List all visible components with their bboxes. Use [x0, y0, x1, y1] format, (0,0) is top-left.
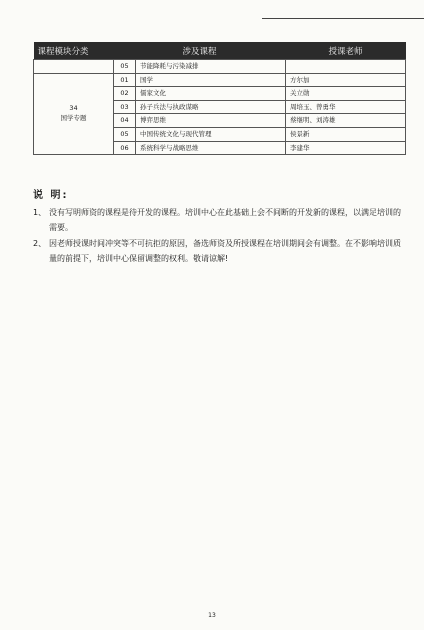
- module-cell-empty: [34, 60, 114, 74]
- course-name: 国学: [136, 73, 286, 87]
- note-text: 没有写明师资的课程是待开发的课程。培训中心在此基础上会不间断的开发新的课程，以满足培训的需要。: [49, 207, 401, 232]
- header-teacher: 授课老师: [286, 42, 406, 60]
- note-index: 2、: [33, 238, 47, 248]
- header-module: 课程模块分类: [34, 42, 114, 60]
- table-row: [34, 73, 406, 87]
- table-row: [34, 60, 406, 74]
- row-number: 06: [114, 141, 136, 155]
- teacher-name: 侯景新: [286, 127, 406, 141]
- course-name: 系统科学与战略思维: [136, 141, 286, 155]
- header-course: 涉及课程: [114, 42, 286, 60]
- teacher-name: 方尔加: [286, 73, 406, 87]
- teacher-name: 关立勋: [286, 87, 406, 101]
- teacher-name: [286, 60, 406, 74]
- notes-section: [33, 188, 403, 267]
- module-cell: [34, 73, 114, 155]
- table-header-row: [34, 42, 406, 60]
- row-number: 01: [114, 73, 136, 87]
- notes-title: 说 明:: [33, 190, 69, 201]
- note-item: [33, 205, 403, 236]
- top-rule: [262, 18, 424, 19]
- teacher-name: 周培玉、曾勇华: [286, 100, 406, 114]
- note-index: 1、: [33, 207, 47, 217]
- row-number: 05: [114, 60, 136, 74]
- course-name: 节能降耗与污染减排: [136, 60, 286, 74]
- course-table: [33, 42, 406, 155]
- page-number: 13: [208, 612, 216, 619]
- teacher-name: 蔡继明、刘涛雄: [286, 114, 406, 128]
- note-item: [33, 236, 403, 267]
- teacher-name: 李建华: [286, 141, 406, 155]
- row-number: 05: [114, 127, 136, 141]
- row-number: 04: [114, 114, 136, 128]
- course-name: 孙子兵法与执政谋略: [136, 100, 286, 114]
- row-number: 03: [114, 100, 136, 114]
- module-code: 34: [69, 104, 78, 113]
- module-name: 国学专题: [60, 113, 87, 122]
- course-name: 中国传统文化与现代管理: [136, 127, 286, 141]
- course-name: 博弈思维: [136, 114, 286, 128]
- row-number: 02: [114, 87, 136, 101]
- course-name: 儒家文化: [136, 87, 286, 101]
- note-text: 因老师授课时间冲突等不可抗拒的原因，备选师资及所授课程在培训期间会有调整。在不影响培训质量的前提下，培训中心保留调整的权利。敬请谅解!: [49, 238, 401, 263]
